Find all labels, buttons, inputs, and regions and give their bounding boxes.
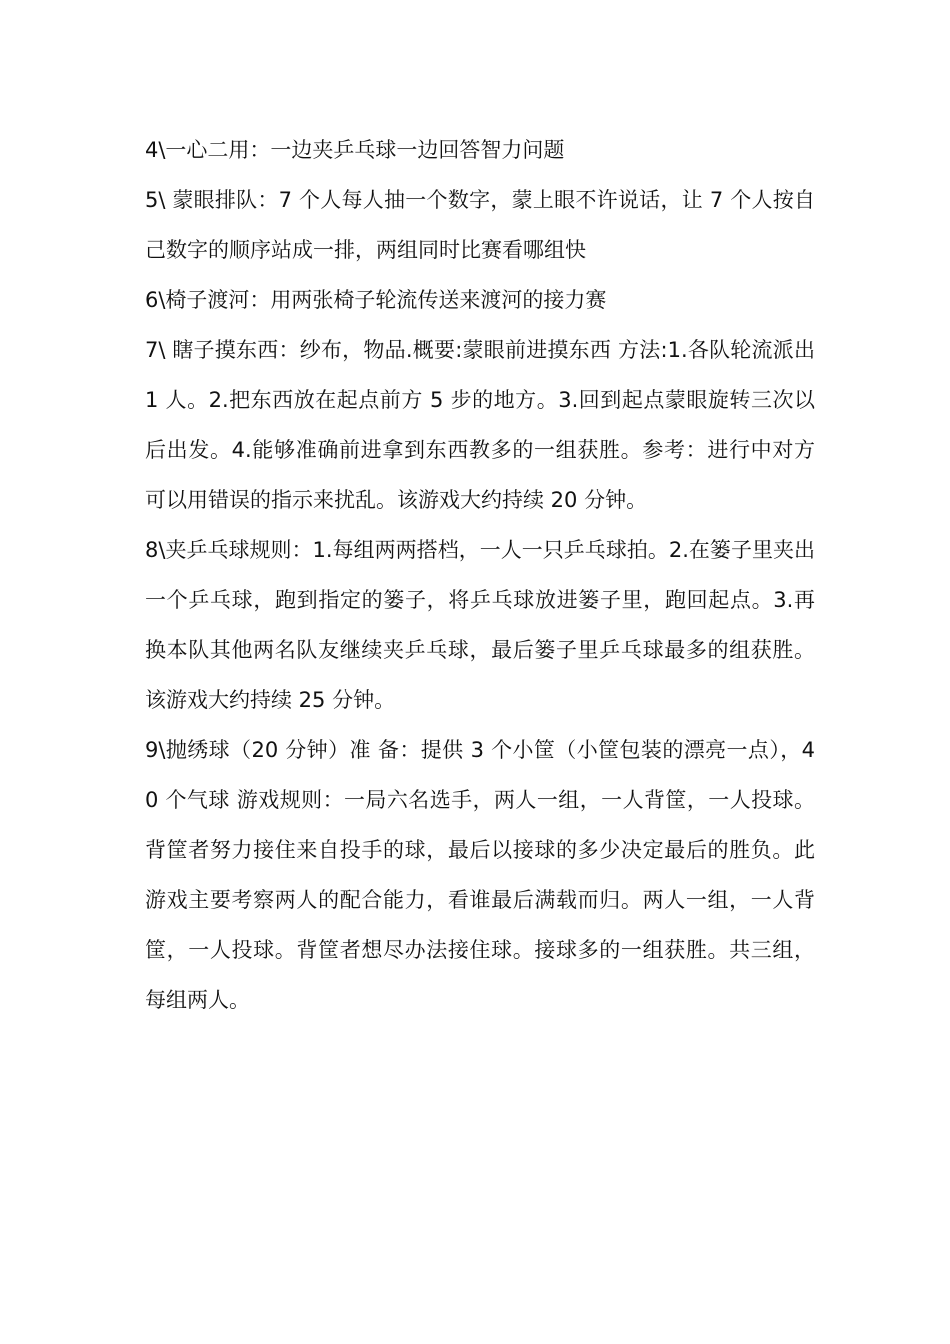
document-body [145, 125, 815, 1025]
paragraph-item-7: 7\ 瞎子摸东西：纱布，物品.概要:蒙眼前进摸东西 方法:1.各队轮流派出 1 人。2.把东西放在起点前方 5 步的地方。3.回到起点蒙眼旋转三次以后出发。4.能够准确前进拿到东西教多的一组获胜。参考：进行中对方可以用错误的指示来扰乱。该游戏大约持续 20 分钟。 [145, 338, 815, 512]
paragraph-item-9: 9\抛绣球（20 分钟）准 备：提供 3 个小筐（小筐包装的漂亮一点），40 个气球 游戏规则：一局六名选手，两人一组，一人背筐，一人投球。背筐者努力接住来自投手的球，最后以接球的多少决定最后的胜负。此游戏主要考察两人的配合能力，看谁最后满载而归。两人一组，一人背筐，一人投球。背筐者想尽办法接住球。接球多的一组获胜。共三组，每组两人。 [145, 738, 815, 1012]
paragraph-item-8: 8\夹乒乓球规则：1.每组两两搭档，一人一只乒乓球拍。2.在篓子里夹出一个乒乓球，跑到指定的篓子，将乒乓球放进篓子里，跑回起点。3.再换本队其他两名队友继续夹乒乓球，最后篓子里乒乓球最多的组获胜。该游戏大约持续 25 分钟。 [145, 538, 815, 712]
paragraph-item-4: 4\一心二用：一边夹乒乓球一边回答智力问题 [145, 138, 565, 162]
paragraph-item-5: 5\ 蒙眼排队：7 个人每人抽一个数字，蒙上眼不许说话，让 7 个人按自己数字的顺序站成一排，两组同时比赛看哪组快 [145, 188, 815, 262]
paragraph-item-6: 6\椅子渡河：用两张椅子轮流传送来渡河的接力赛 [145, 288, 607, 312]
